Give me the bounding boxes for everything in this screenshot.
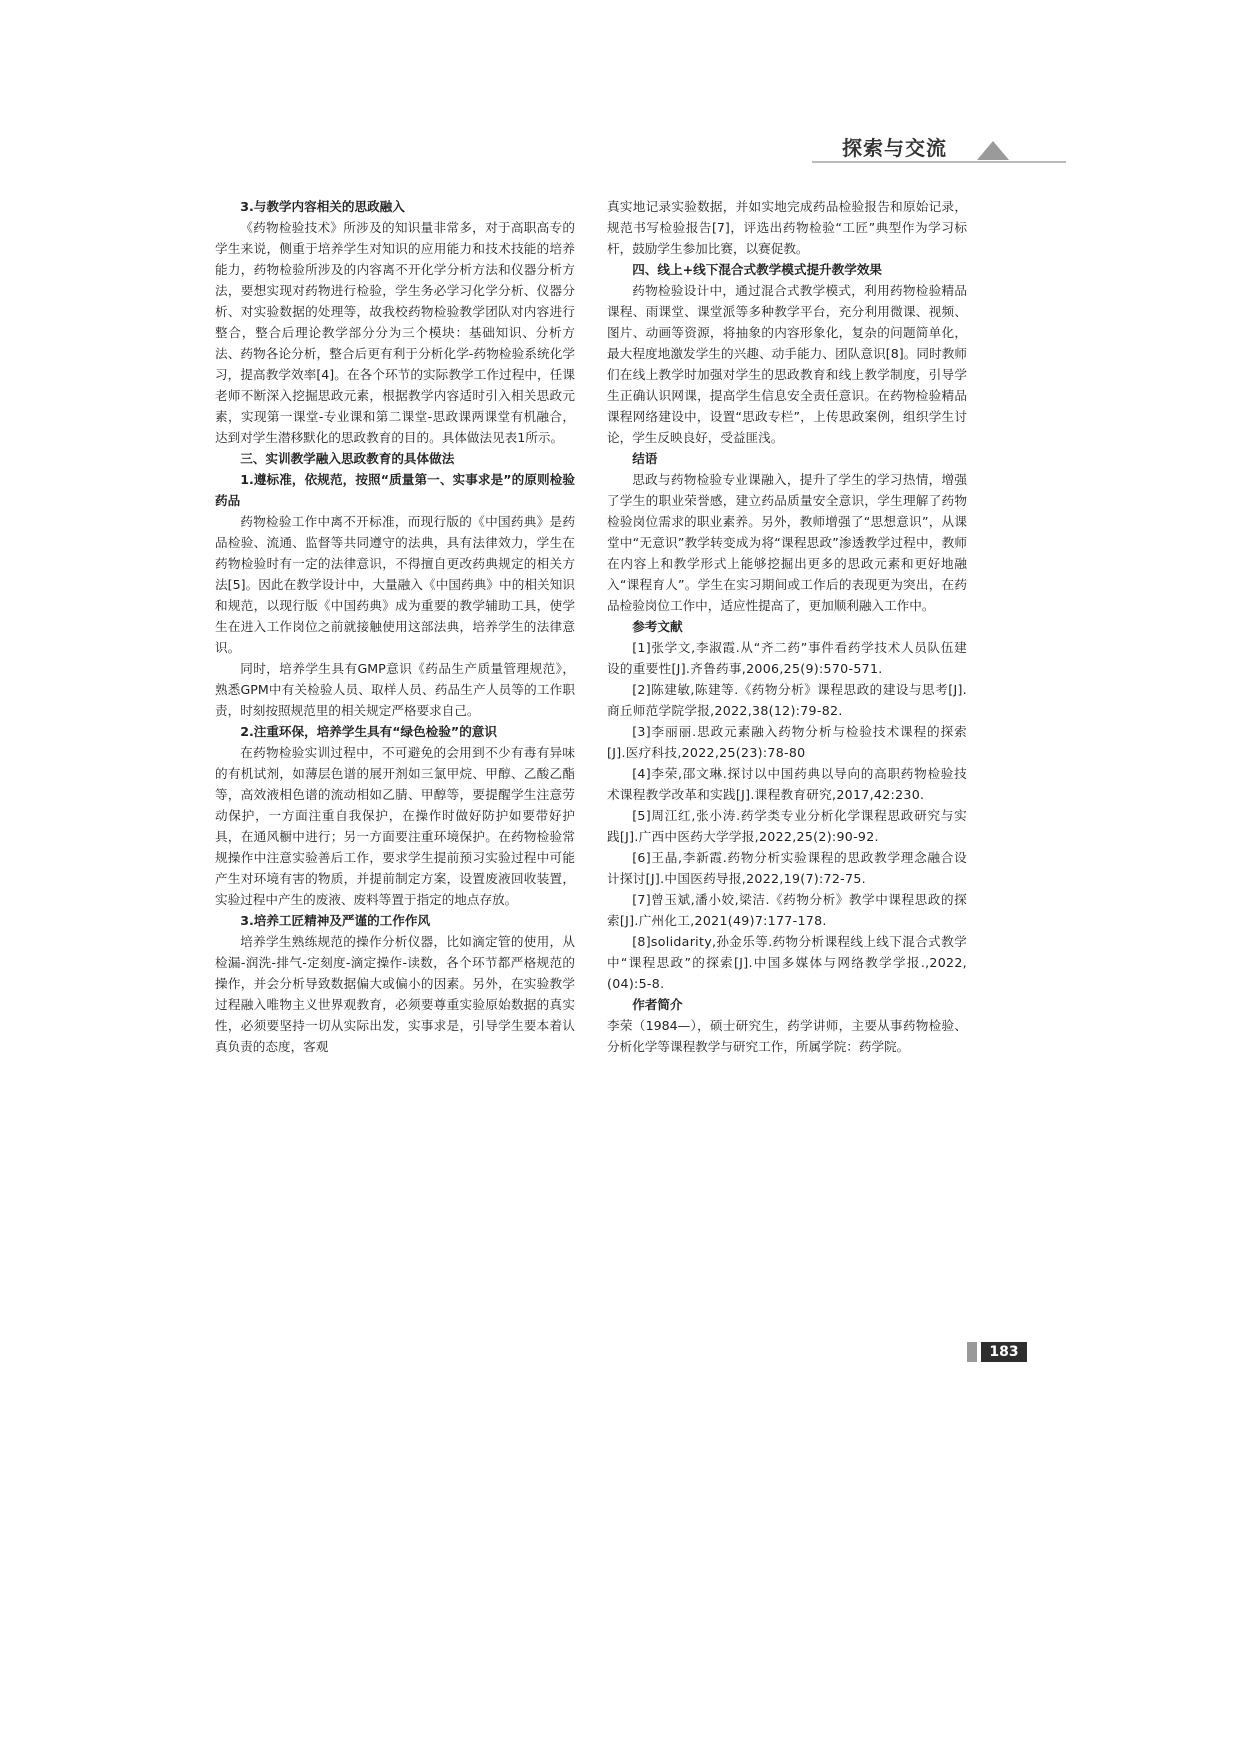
- paragraph-subheading: 2.注重环保，培养学生具有“绿色检验”的意识: [240, 724, 497, 739]
- paragraph-ref: [5]周江红,张小涛.药学类专业分析化学课程思政研究与实践[J].广西中医药大学学报,2022,25(2):90-92.: [607, 808, 967, 844]
- paragraph-ref: [3]李丽丽.思政元素融入药物分析与检验技术课程的探索[J].医疗科技,2022,25(23):78-80: [607, 724, 967, 760]
- page-number-box: [967, 1342, 1027, 1362]
- right-text-column: [607, 196, 967, 1057]
- paragraph-ref: [1]张学文,李淑霞.从“齐二药”事件看药学技术人员队伍建设的重要性[J].齐鲁药事,2006,25(9):570-571.: [607, 640, 967, 676]
- paragraph-ref: [6]王晶,李新霞.药物分析实验课程的思政教学理念融合设计探讨[J].中国医药导报,2022,19(7):72-75.: [607, 850, 967, 886]
- header-triangle-ornament: [977, 141, 1009, 160]
- paragraph-ref: [8]solidarity,孙金乐等.药物分析课程线上线下混合式教学中“课程思政”的探索[J].中国多媒体与网络教学学报.,2022,(04):5-8.: [607, 934, 967, 991]
- paragraph-body: 思政与药物检验专业课融入，提升了学生的学习热情，增强了学生的职业荣誉感，建立药品质量安全意识，学生理解了药物检验岗位需求的职业素养。另外，教师增强了“思想意识”，从课堂中“无意识”教学转变成为将“课程思政”渗透教学过程中，教师在内容上和教学形式上能够挖掘出更多的思政元素和更好地融入“课程育人”。学生在实习期间或工作后的表现更为突出，在药品检验岗位工作中，适应性提高了，更加顺利融入工作中。: [607, 472, 967, 613]
- page-number-bar: [967, 1342, 977, 1362]
- page-number: 183: [981, 1342, 1027, 1362]
- paragraph-body: 药物检验设计中，通过混合式教学模式，利用药物检验精品课程、雨课堂、课堂派等多种教学平台，充分利用微课、视频、图片、动画等资源，将抽象的内容形象化，复杂的问题简单化，最大程度地激发学生的兴趣、动手能力、团队意识[8]。同时教师们在线上教学时加强对学生的思政教育和线上教学制度，引导学生正确认识网课，提高学生信息安全责任意识。在药物检验精品课程网络建设中，设置“思政专栏”，上传思政案例，组织学生讨论，学生反映良好，受益匪浅。: [607, 283, 967, 445]
- paragraph-heading: 作者简介: [632, 997, 683, 1012]
- paragraph-body: 药物检验工作中离不开标准，而现行版的《中国药典》是药品检验、流通、监督等共同遵守的法典，具有法律效力，学生在药物检验时有一定的法律意识，不得擅自更改药典规定的相关方法[5]。因此在教学设计中，大量融入《中国药典》中的相关知识和规范，以现行版《中国药典》成为重要的教学辅助工具，使学生在进入工作岗位之前就接触使用这部法典，培养学生的法律意识。: [215, 514, 575, 655]
- paragraph-body: 同时，培养学生具有GMP意识《药品生产质量管理规范》，熟悉GPM中有关检验人员、取样人员、药品生产人员等的工作职责，时刻按照规范里的相关规定严格要求自己。: [215, 661, 575, 718]
- paragraph-body: 在药物检验实训过程中，不可避免的会用到不少有毒有异味的有机试剂，如薄层色谱的展开剂如三氯甲烷、甲醇、乙酸乙酯等，高效液相色谱的流动相如乙腈、甲醇等，要提醒学生注意劳动保护，一方面注重自我保护，在操作时做好防护如要带好护具，在通风橱中进行；另一方面要注重环境保护。在药物检验常规操作中注意实验善后工作，要求学生提前预习实验过程中可能产生对环境有害的物质，并提前制定方案，设置废液回收装置，实验过程中产生的废液、废料等置于指定的地点存放。: [215, 745, 575, 907]
- paragraph-subheading: 1.遵标准，依规范，按照“质量第一、实事求是”的原则检验药品: [215, 472, 575, 508]
- section-title: 探索与交流: [842, 136, 947, 160]
- page-header: [812, 128, 1066, 166]
- paragraph-heading: 参考文献: [632, 619, 683, 634]
- paragraph-subheading: 3.与教学内容相关的思政融入: [240, 199, 405, 214]
- header-rule: [812, 161, 1066, 163]
- paragraph-heading: 结语: [632, 451, 658, 466]
- paragraph-body-continued: 真实地记录实验数据，并如实地完成药品检验报告和原始记录，规范书写检验报告[7]，评选出药物检验“工匠”典型作为学习标杆，鼓励学生参加比赛，以赛促教。: [607, 199, 967, 256]
- left-text-column: [215, 196, 575, 1057]
- paragraph-subheading: 3.培养工匠精神及严谨的工作作风: [240, 913, 431, 928]
- paragraph-heading: 三、实训教学融入思政教育的具体做法: [240, 451, 455, 466]
- paragraph-body: 培养学生熟练规范的操作分析仪器，比如滴定管的使用，从检漏-润洗-排气-定刻度-滴定操作-读数，各个环节都严格规范的操作，并会分析导致数据偏大或偏小的因素。另外，在实验教学过程融入唯物主义世界观教育，必须要尊重实验原始数据的真实性，必须要坚持一切从实际出发，实事求是，引导学生要本着认真负责的态度，客观: [215, 934, 575, 1054]
- paragraph-ref: [7]曾玉斌,潘小姣,梁洁.《药物分析》教学中课程思政的探索[J].广州化工,2021(49)7:177-178.: [607, 892, 967, 928]
- paragraph-ref: [4]李荣,邵文琳.探讨以中国药典以导向的高职药物检验技术课程教学改革和实践[J].课程教育研究,2017,42:230.: [607, 766, 967, 802]
- paragraph-author-bio: 李荣（1984—），硕士研究生，药学讲师，主要从事药物检验、分析化学等课程教学与研究工作，所属学院：药学院。: [607, 1018, 967, 1054]
- paragraph-heading: 四、线上+线下混合式教学模式提升教学效果: [632, 262, 883, 277]
- paragraph-body: 《药物检验技术》所涉及的知识量非常多，对于高职高专的学生来说，侧重于培养学生对知识的应用能力和技术技能的培养能力，药物检验所涉及的内容离不开化学分析方法和仪器分析方法，要想实现对药物进行检验，学生务必学习化学分析、仪器分析、对实验数据的处理等，故我校药物检验教学团队对内容进行整合，整合后理论教学部分分为三个模块：基础知识、分析方法、药物各论分析，整合后更有利于分析化学-药物检验系统化学习，提高教学效率[4]。在各个环节的实际教学工作过程中，任课老师不断深入挖掘思政元素，根据教学内容适时引入相关思政元素，实现第一课堂-专业课和第二课堂-思政课两课堂有机融合，达到对学生潜移默化的思政教育的目的。具体做法见表1所示。: [215, 220, 575, 445]
- paragraph-ref: [2]陈建敏,陈建等.《药物分析》课程思政的建设与思考[J].商丘师范学院学报,2022,38(12):79-82.: [607, 682, 967, 718]
